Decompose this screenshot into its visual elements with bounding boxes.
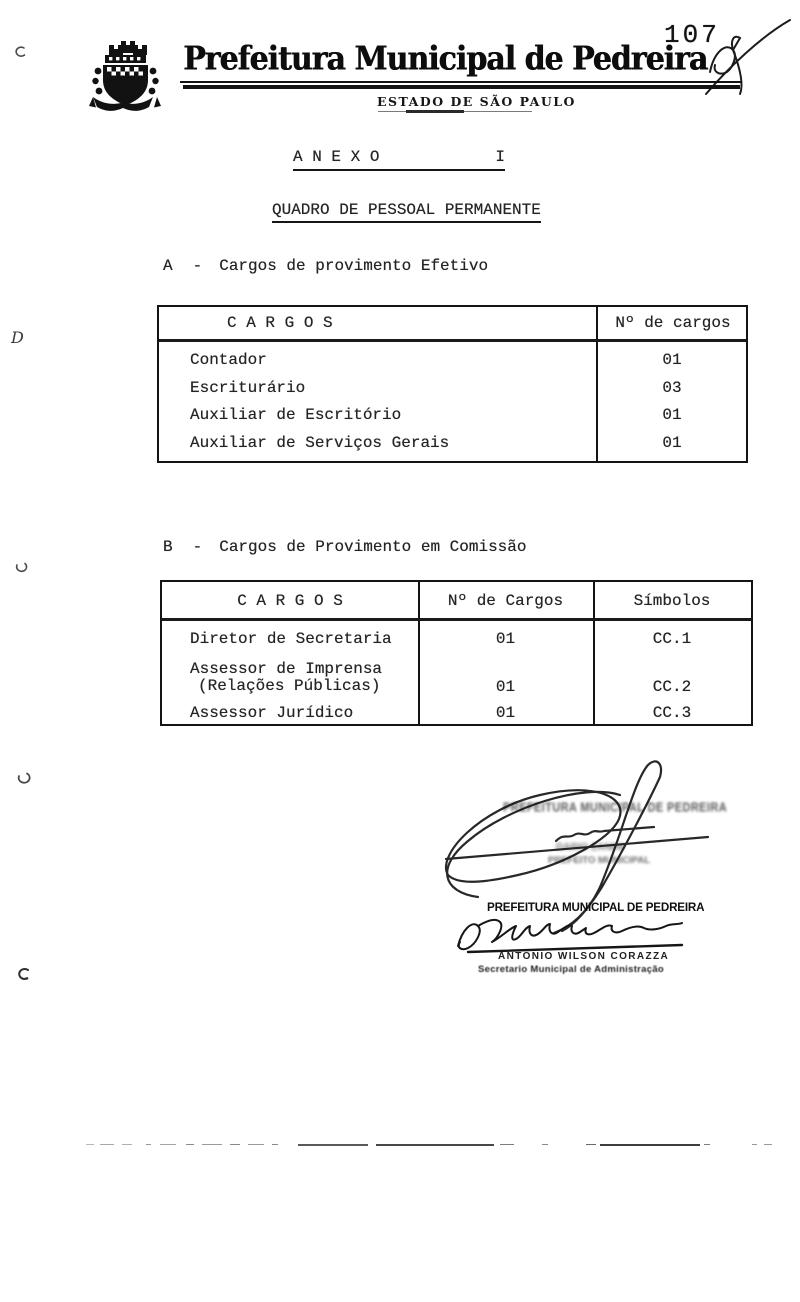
section-b-heading bbox=[163, 538, 526, 556]
table-cell-simbolo: CC.3 bbox=[652, 704, 692, 722]
section-b-title: Cargos de Provimento em Comissão bbox=[219, 538, 527, 556]
page-number-stamp: 107 bbox=[664, 20, 720, 50]
table-a-header-num: Nº de cargos bbox=[615, 314, 731, 332]
anexo-number: I bbox=[495, 148, 505, 166]
margin-mark bbox=[14, 560, 30, 576]
table-row: Assessor Jurídico bbox=[190, 704, 354, 722]
anexo-heading bbox=[293, 148, 505, 171]
document-subtitle: ESTADO DE SÃO PAULO bbox=[377, 94, 576, 109]
scan-noise-line bbox=[0, 1143, 800, 1147]
header-rule-thin bbox=[180, 81, 742, 83]
header-rule-thick bbox=[183, 85, 740, 89]
section-b-label: B bbox=[163, 538, 173, 556]
mayor-stamp-name: DARIO ZANINI bbox=[556, 842, 625, 853]
table-cell-num: 01 bbox=[495, 678, 516, 696]
table-a-header-cargos: C A R G O S bbox=[227, 314, 333, 332]
mayor-stamp-title: PREFEITO MUNICIPAL bbox=[548, 855, 651, 866]
table-cell-num: 01 bbox=[662, 434, 682, 452]
margin-mark bbox=[15, 966, 33, 984]
table-b-header-cargos: C A R G O S bbox=[237, 592, 343, 610]
secretary-stamp-org: PREFEITURA MUNICIPAL DE PEDREIRA bbox=[487, 900, 705, 914]
section-a-separator: - bbox=[192, 257, 203, 275]
secretary-stamp-title: Secretario Municipal de Administração bbox=[478, 964, 665, 975]
margin-mark bbox=[15, 770, 33, 788]
document-title: Prefeitura Municipal de Pedreira bbox=[183, 40, 708, 79]
table-cell-simbolo: CC.2 bbox=[652, 678, 692, 696]
margin-mark bbox=[12, 44, 28, 60]
table-row-line2: (Relações Públicas) bbox=[198, 677, 381, 695]
mayor-stamp-org: PREFEITURA MUNICIPAL DE PEDREIRA bbox=[503, 801, 728, 815]
section-a-heading bbox=[163, 257, 488, 275]
table-cell-num: 01 bbox=[495, 704, 516, 722]
table-row: Assessor de Imprensa bbox=[190, 660, 383, 678]
table-cell-num: 01 bbox=[495, 630, 516, 648]
table-cell-simbolo: CC.1 bbox=[652, 630, 692, 648]
table-cell-num: 01 bbox=[662, 351, 682, 369]
table-a-header-rule bbox=[159, 339, 746, 342]
subtitle-underline-dark bbox=[406, 110, 464, 113]
table-row: Auxiliar de Escritório bbox=[190, 406, 402, 424]
table-b-header-rule bbox=[162, 618, 751, 621]
secretary-stamp-name: ANTONIO WILSON CORAZZA bbox=[498, 951, 670, 962]
table-row: Auxiliar de Serviços Gerais bbox=[190, 434, 450, 452]
section-a-label: A bbox=[163, 257, 173, 275]
coat-of-arms-logo bbox=[86, 38, 164, 114]
table-cell-num: 01 bbox=[662, 406, 682, 424]
table-cargos-comissao bbox=[160, 580, 753, 726]
table-cargos-efetivos bbox=[157, 305, 748, 463]
table-b-header-simbolos: Símbolos bbox=[633, 592, 711, 610]
quadro-heading: QUADRO DE PESSOAL PERMANENTE bbox=[272, 201, 541, 223]
table-cell-num: 03 bbox=[662, 379, 682, 397]
table-row: Escriturário bbox=[190, 379, 306, 397]
table-b-header-num: Nº de Cargos bbox=[447, 592, 564, 610]
anexo-label: A N E X O bbox=[293, 148, 380, 166]
margin-mark-letter: D bbox=[11, 328, 24, 347]
section-b-separator: - bbox=[192, 538, 203, 556]
section-a-title: Cargos de provimento Efetivo bbox=[219, 257, 489, 275]
table-row: Contador bbox=[190, 351, 267, 369]
secretary-signature bbox=[452, 912, 690, 956]
table-row: Diretor de Secretaria bbox=[190, 630, 392, 648]
